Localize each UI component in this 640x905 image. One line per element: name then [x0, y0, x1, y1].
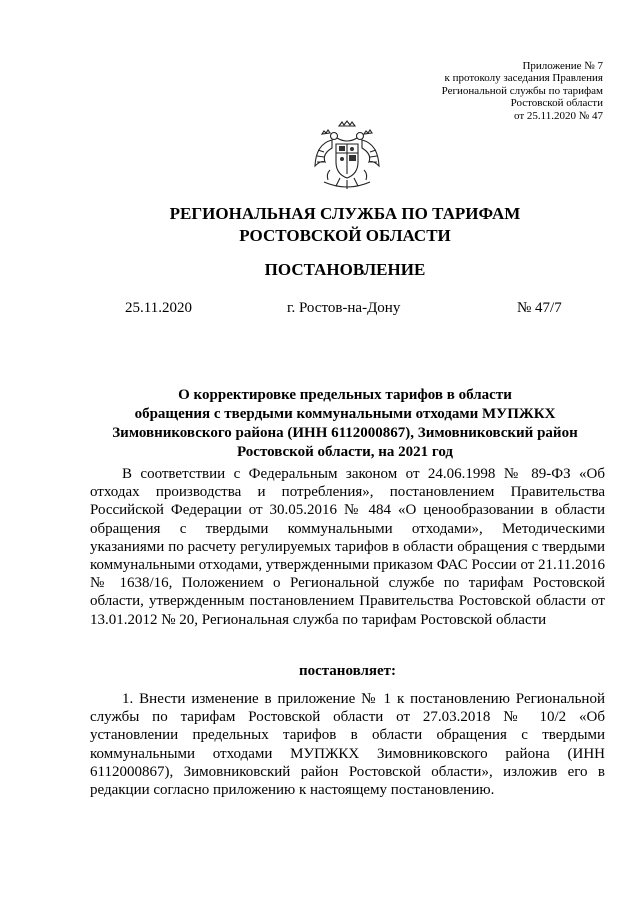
organization-title — [60, 203, 630, 247]
appendix-line-2: к протоколу заседания Правления — [444, 72, 603, 85]
appendix-line-4: Ростовской области — [510, 97, 603, 110]
decree-word: постановляет: — [298, 663, 397, 679]
subject-line-1: О корректировке предельных тарифов в области — [178, 387, 512, 403]
document-number: № 47/7 — [517, 300, 562, 316]
organization-title-line-2: РОСТОВСКОЙ ОБЛАСТИ — [239, 226, 451, 245]
subject-line-4: Ростовской области, на 2021 год — [237, 444, 453, 460]
preamble-paragraph: В соответствии с Федеральным законом от 24.06.1998 № 89-ФЗ «Об отходах производства и потребления», постановлением Правительства Российской Федерации от 30.05.2016 № 484 «О ценообразовании в области обращения с твердыми коммунальными отходами», Методическими указаниями по расчету регулируемых тарифов в области обращения с твердыми коммунальными отходами, утвержденными приказом ФАС России от 21.11.2016 № 1638/16, Положением о Региональной службе по тарифам Ростовской области, утвержденным постановлением Правительства Ростовской области от 13.01.2012 № 20, Региональная служба по тарифам Ростовской области — [90, 466, 605, 628]
coat-of-arms-icon — [312, 120, 382, 192]
subject-line-3: Зимовниковского района (ИНН 6112000867), Зимовниковский район — [112, 425, 578, 441]
appendix-line-5: от 25.11.2020 № 47 — [514, 109, 603, 122]
document-type: ПОСТАНОВЛЕНИЕ — [264, 260, 426, 279]
appendix-line-3: Региональной службы по тарифам — [441, 84, 603, 97]
item-1-paragraph: 1. Внести изменение в приложение № 1 к постановлению Региональной службы по тарифам Ростовской области от 27.03.2018 № 10/2 «Об установлении предельных тарифов в области обращения с твердыми коммунальными отходами МУПЖКХ Зимовниковского района (ИНН 6112000867), Зимовниковский район Ростовской области», изложив его в редакции согласно приложению к настоящему постановлению. — [90, 691, 605, 799]
appendix-note — [343, 60, 603, 122]
document-place: г. Ростов-на-Дону — [287, 300, 401, 316]
appendix-line-1: Приложение № 7 — [522, 60, 603, 72]
organization-title-line-1: РЕГИОНАЛЬНАЯ СЛУЖБА ПО ТАРИФАМ — [169, 204, 521, 223]
document-date: 25.11.2020 — [125, 300, 192, 316]
subject-line-2: обращения с твердыми коммунальными отходами МУПЖКХ — [134, 406, 556, 422]
document-subject — [90, 386, 600, 462]
